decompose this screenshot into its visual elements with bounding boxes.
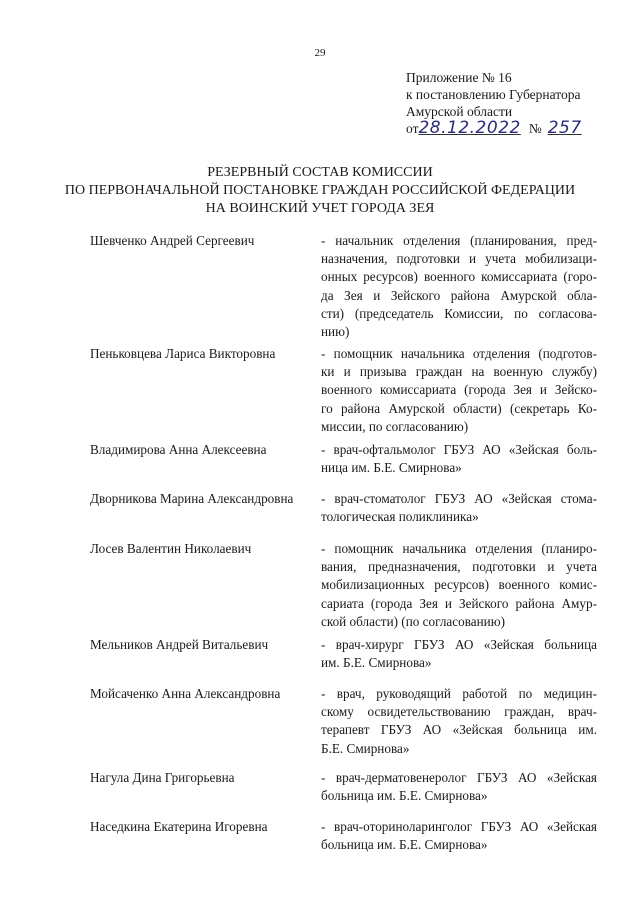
title-line: ПО ПЕРВОНАЧАЛЬНОЙ ПОСТАНОВКЕ ГРАЖДАН РОССИЙСКОЙ ФЕДЕРАЦИИ xyxy=(64,183,576,198)
role-line: терапевт ГБУЗ АО «Зейская больница им. xyxy=(321,722,597,738)
role-line: ской области) (по согласованию) xyxy=(321,613,505,629)
member-name: Наседкина Екатерина Игоревна xyxy=(90,819,268,834)
role-line: - начальник отделения (планирования, пред- xyxy=(321,233,597,248)
appendix-header xyxy=(406,69,582,137)
role-line: сти) (председатель Комиссии, по согласова- xyxy=(321,305,597,321)
role-line: - врач-дерматовенеролог ГБУЗ АО «Зейская xyxy=(321,770,597,785)
appendix-date-line xyxy=(406,120,582,137)
member-name: Владимирова Анна Алексеевна xyxy=(90,442,267,457)
role-line: ница им. Б.Е. Смирнова» xyxy=(321,460,462,476)
role-line: - врач-офтальмолог ГБУЗ АО «Зейская боль- xyxy=(321,442,597,457)
date-prefix: от xyxy=(406,121,419,136)
member-role xyxy=(321,685,597,758)
member-name: Шевченко Андрей Сергеевич xyxy=(90,233,255,248)
member-role xyxy=(321,636,597,672)
role-line: - врач-стоматолог ГБУЗ АО «Зейская стома- xyxy=(321,491,597,506)
number-sign: № xyxy=(528,121,542,136)
member-name: Лосев Валентин Николаевич xyxy=(90,541,252,556)
appendix-line: Амурской области xyxy=(406,104,513,119)
member-name: Мельников Андрей Витальевич xyxy=(90,637,269,652)
role-line: больница им. Б.Е. Смирнова» xyxy=(321,837,488,853)
handwritten-date: 28.12.2022 xyxy=(418,118,521,138)
role-line: - врач-хирург ГБУЗ АО «Зейская больница xyxy=(321,637,597,652)
member-name: Мойсаченко Анна Александровна xyxy=(90,686,281,701)
document-title xyxy=(0,164,640,218)
role-line: - помощник начальника отделения (подготов- xyxy=(321,346,597,361)
role-line: им. Б.Е. Смирнова» xyxy=(321,655,432,671)
role-line: миссии, по согласованию) xyxy=(321,418,469,434)
member-name: Пеньковцева Лариса Викторовна xyxy=(90,346,276,361)
member-role xyxy=(321,540,597,631)
member-name: Дворникова Марина Александровна xyxy=(90,491,294,506)
role-line: ки и призыва граждан на военную службу) xyxy=(321,364,597,380)
role-line: - помощник начальника отделения (планиро- xyxy=(321,541,597,556)
role-line: да Зея и Зейского района Амурской обла- xyxy=(321,287,597,303)
member-role xyxy=(321,490,597,526)
member-role xyxy=(321,232,597,341)
member-role xyxy=(321,345,597,436)
role-line: назначения, подготовки и учета мобилизаци- xyxy=(321,251,597,267)
role-line: вания, предназначения, подготовки и учета xyxy=(321,559,597,575)
member-role xyxy=(321,818,597,854)
role-line: онных ресурсов) военного комиссариата (горо- xyxy=(321,269,597,285)
member-name: Нагула Дина Григорьевна xyxy=(90,770,235,785)
role-line: скому освидетельствованию граждан, врач- xyxy=(321,704,597,720)
role-line: Б.Е. Смирнова» xyxy=(321,740,410,756)
role-line: го района Амурской области) (секретарь Ко- xyxy=(321,400,597,416)
role-line: нию) xyxy=(321,324,350,340)
appendix-line: Приложение № 16 xyxy=(406,70,512,85)
role-line: больница им. Б.Е. Смирнова» xyxy=(321,788,488,804)
role-line: мобилизационных ресурсов) военного комис- xyxy=(321,577,597,593)
role-line: - врач-оториноларинголог ГБУЗ АО «Зейская xyxy=(321,819,597,834)
role-line: тологическая поликлиника» xyxy=(321,509,479,525)
page-number: 29 xyxy=(314,47,326,59)
role-line: - врач, руководящий работой по медицин- xyxy=(321,686,597,701)
role-line: сариата (города Зея и Зейского района Амур- xyxy=(321,595,597,611)
title-line: РЕЗЕРВНЫЙ СОСТАВ КОМИССИИ xyxy=(207,165,433,180)
appendix-line: к постановлению Губернатора xyxy=(406,87,581,102)
member-role xyxy=(321,441,597,477)
handwritten-number: 257 xyxy=(547,118,582,138)
title-line: НА ВОИНСКИЙ УЧЕТ ГОРОДА ЗЕЯ xyxy=(205,201,435,216)
role-line: военного комиссариата (города Зея и Зейско- xyxy=(321,382,597,398)
member-role xyxy=(321,769,597,805)
